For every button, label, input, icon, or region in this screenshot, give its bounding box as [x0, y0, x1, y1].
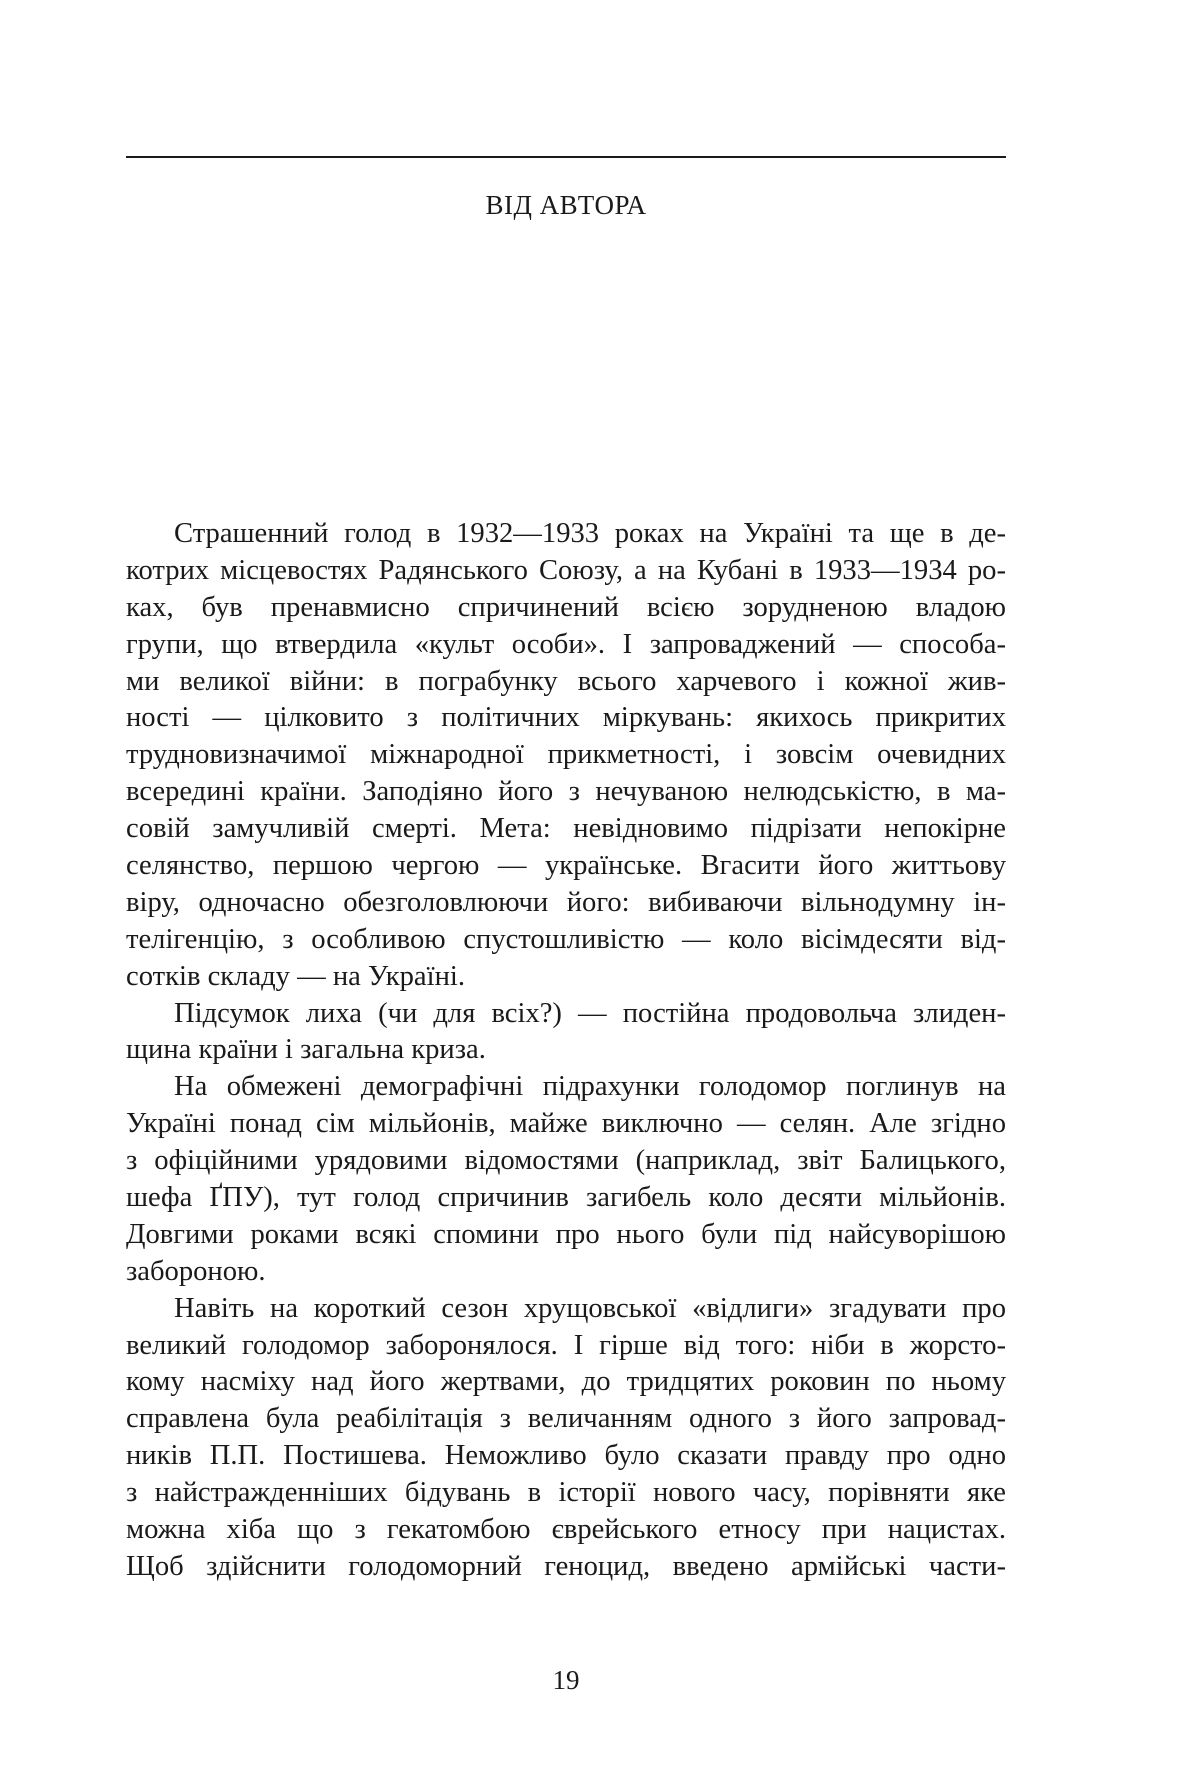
text-line: Довгими роками всякі спомини про нього були під найсуворішою — [126, 1218, 1006, 1250]
text-line: Щоб здійснити голодоморний геноцид, введено армійські части- — [126, 1550, 1006, 1582]
text-line: ників П.П. Постишева. Неможливо було сказати правду про одно — [126, 1440, 1006, 1472]
text-line: Україні понад сім мільйонів, майже виключно — селян. Але згідно — [126, 1108, 1006, 1140]
text-line: селянство, першою чергою — українське. Вгасити його життьову — [126, 850, 1006, 882]
text-line: котрих місцевостях Радянського Союзу, а на Кубані в 1933—1934 ро- — [126, 554, 1006, 586]
text-line: Навіть на короткий сезон хрущовської «відлиги» згадувати про — [174, 1292, 1006, 1324]
text-line: трудновизначимої міжнародної прикметності, і зовсім очевидних — [126, 739, 1006, 771]
text-line: всередині країни. Заподіяно його з нечуваною нелюдськістю, в ма- — [126, 776, 1006, 808]
text-line: На обмежені демографічні підрахунки голодомор поглинув на — [174, 1071, 1006, 1103]
text-line: щина країни і загальна криза. — [126, 1034, 486, 1066]
text-line: з офіційними урядовими відомостями (наприклад, звіт Балицького, — [126, 1145, 1006, 1177]
text-line: справлена була реабілітація з величанням одного з його запровад- — [126, 1403, 1006, 1435]
text-line: ми великої війни: в пограбунку всього харчевого і кожної жив- — [126, 665, 1006, 697]
text-line: групи, що втвердила «культ особи». І запроваджений — способа- — [126, 628, 1006, 660]
page-number: 19 — [552, 1665, 580, 1695]
body-text — [126, 516, 1006, 1586]
text-line: телігенцію, з особливою спустошливістю — коло вісімдесяти від- — [126, 923, 1006, 955]
text-line: кому насміху над його жертвами, до тридцятих роковин по ньому — [126, 1366, 1006, 1398]
chapter-heading: ВІД АВТОРА — [485, 190, 647, 220]
text-line: Страшенний голод в 1932—1933 роках на Україні та ще в де- — [174, 518, 1006, 549]
text-line: забороною. — [126, 1255, 266, 1287]
text-line: з найстражденніших бідувань в історії нового часу, порівняти яке — [126, 1477, 1006, 1509]
text-line: ках, був пренавмисно спричинений всією зорудненою владою — [126, 591, 1006, 623]
text-line: сотків складу — на Україні. — [126, 960, 465, 992]
text-line: ності — цілковито з політичних міркувань: якихось прикритих — [126, 702, 1006, 734]
text-line: шефа ҐПУ), тут голод спричинив загибель коло десяти мільйонів. — [126, 1182, 1006, 1214]
top-rule — [126, 156, 1006, 158]
text-line: можна хіба що з гекатомбою єврейського етносу при нацистах. — [126, 1514, 1006, 1546]
text-line: великий голодомор заборонялося. І гірше від того: ніби в жорсто- — [126, 1329, 1006, 1361]
text-line: совій замучливій смерті. Мета: невідновимо підрізати непокірне — [126, 813, 1006, 845]
text-line: віру, одночасно обезголовлюючи його: вибиваючи вільнодумну ін- — [126, 886, 1006, 918]
text-line: Підсумок лиха (чи для всіх?) — постійна продовольча злиден- — [174, 997, 1006, 1029]
